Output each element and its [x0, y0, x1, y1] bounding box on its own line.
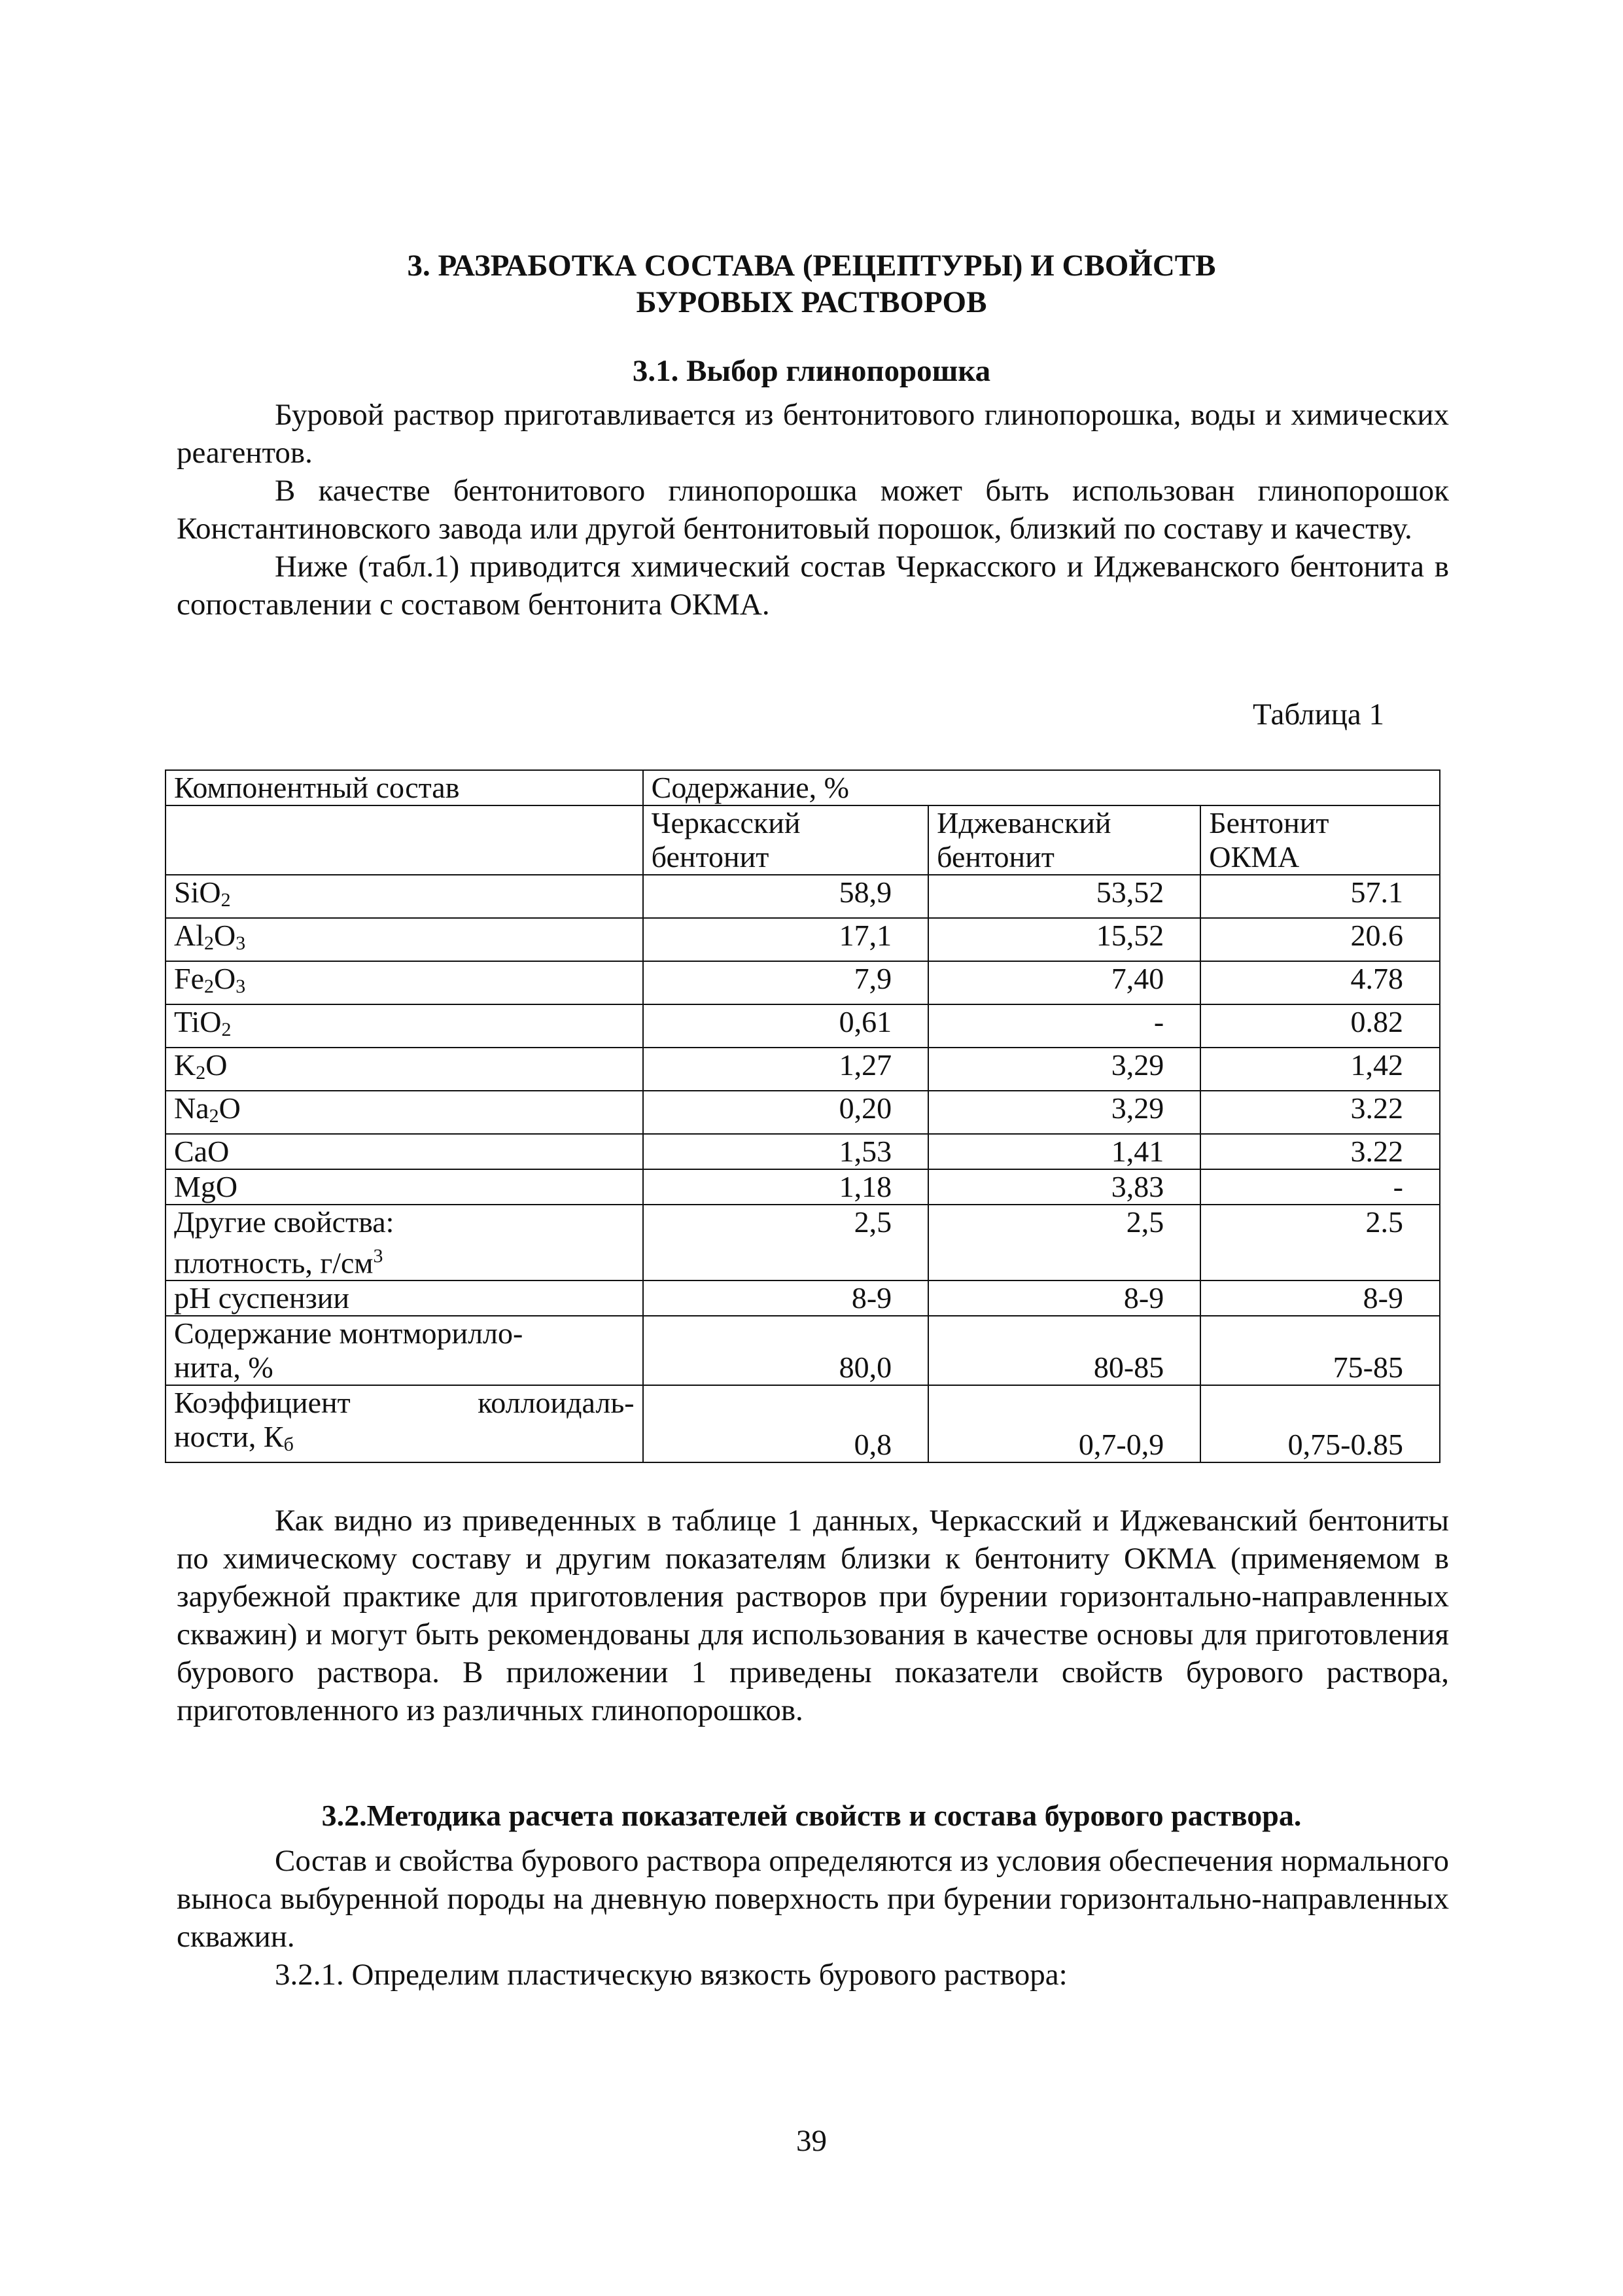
table-subheader-row — [166, 805, 1440, 875]
table-row — [166, 875, 1440, 918]
page-number: 39 — [796, 2124, 827, 2158]
composition-table — [165, 769, 1440, 1463]
cell-value: 17,1 — [643, 918, 929, 961]
header-content: Содержание, % — [643, 770, 1440, 805]
cell-value: 3.22 — [1200, 1134, 1440, 1169]
row-label: SiO$_2$ — [166, 875, 643, 918]
subheader-idzhevan-line-2: бентонит — [937, 840, 1055, 874]
cell-value: - — [1200, 1169, 1440, 1205]
row-label: MgO — [166, 1169, 643, 1205]
cell-value: 8-9 — [928, 1280, 1200, 1316]
cell-value: 1,18 — [643, 1169, 929, 1205]
table-row-montmorillonite — [166, 1316, 1440, 1385]
paragraph-1: Буровой раствор приготавливается из бентонитового глинопорошка, воды и химических реагентов. — [177, 398, 1449, 470]
cell-value: 1,41 — [928, 1134, 1200, 1169]
section-3-2-title: 3.2.Методика расчета показателей свойств и состава бурового раствора. — [321, 1799, 1302, 1832]
table-row — [166, 1091, 1440, 1134]
subheader-cherkassky-line-2: бентонит — [651, 840, 769, 874]
subheader-idzhevan-line-1: Иджеванский — [937, 806, 1111, 839]
cell-value: 57.1 — [1200, 875, 1440, 918]
cell-value: 20.6 — [1200, 918, 1440, 961]
cell-value: 0.82 — [1200, 1004, 1440, 1048]
paragraph-6: 3.2.1. Определим пластическую вязкость бурового раствора: — [275, 1958, 1068, 1992]
chapter-heading-line-1: 3. РАЗРАБОТКА СОСТАВА (РЕЦЕПТУРЫ) И СВОЙСТВ — [407, 249, 1216, 283]
cell-value: 3,83 — [928, 1169, 1200, 1205]
cell-value: 0,61 — [643, 1004, 929, 1048]
cell-value: 0,7-0,9 — [928, 1385, 1200, 1462]
cell-value: 0,75-0.85 — [1200, 1385, 1440, 1462]
table-row — [166, 1134, 1440, 1169]
cell-value: 7,40 — [928, 961, 1200, 1004]
subheader-idzhevan — [928, 805, 1200, 875]
row-label: Содержание монтморилло- нита, % — [166, 1316, 643, 1385]
row-label: $K_2O$ — [166, 1048, 643, 1091]
table-row-density — [166, 1205, 1440, 1280]
table-caption: Таблица 1 — [1252, 698, 1384, 732]
row-label: Другие свойства: плотность, $г/см^3$ — [166, 1205, 643, 1280]
cell-value: 2,5 — [643, 1205, 929, 1280]
row-label: $Al_2O_3$ — [166, 918, 643, 961]
cell-value: 53,52 — [928, 875, 1200, 918]
subheader-empty — [166, 805, 643, 875]
paragraph-2: В качестве бентонитового глинопорошка может быть использован глинопорошок Константиновского завода или другой бентонитовый порошок, близкий по составу и качеству. — [177, 474, 1449, 546]
table-row-colloidality — [166, 1385, 1440, 1462]
subheader-okma — [1200, 805, 1440, 875]
cell-value: 4.78 — [1200, 961, 1440, 1004]
row-label: pH суспензии — [166, 1280, 643, 1316]
cell-value: 8-9 — [643, 1280, 929, 1316]
section-3-1-title: 3.1. Выбор глинопорошка — [632, 354, 991, 388]
cell-value: 8-9 — [1200, 1280, 1440, 1316]
cell-value: 1,53 — [643, 1134, 929, 1169]
section-3-2-body — [177, 1842, 1449, 1994]
row-label: $Fe_2O_3$ — [166, 961, 643, 1004]
cell-value: 0,8 — [643, 1385, 929, 1462]
cell-value: 75-85 — [1200, 1316, 1440, 1385]
paragraph-3: Ниже (табл.1) приводится химический состав Черкасского и Иджеванского бентонита в сопоставлении с составом бентонита ОКМА. — [177, 550, 1449, 622]
cell-value: 15,52 — [928, 918, 1200, 961]
cell-value: 7,9 — [643, 961, 929, 1004]
subheader-cherkassky — [643, 805, 929, 875]
row-label: $Na_2O$ — [166, 1091, 643, 1134]
table-row — [166, 1169, 1440, 1205]
table-row — [166, 961, 1440, 1004]
cell-value: 3,29 — [928, 1048, 1200, 1091]
table-row — [166, 1048, 1440, 1091]
cell-value: 80-85 — [928, 1316, 1200, 1385]
cell-value: 3.22 — [1200, 1091, 1440, 1134]
table-row — [166, 918, 1440, 961]
paragraph-after-table — [177, 1502, 1449, 1729]
section-3-1-body — [177, 396, 1449, 624]
table-row-ph — [166, 1280, 1440, 1316]
chapter-heading-line-2: БУРОВЫХ РАСТВОРОВ — [636, 285, 987, 319]
cell-value: 3,29 — [928, 1091, 1200, 1134]
cell-value: 58,9 — [643, 875, 929, 918]
cell-value: 80,0 — [643, 1316, 929, 1385]
paragraph-5: Состав и свойства бурового раствора определяются из условия обеспечения нормального выноса выбуренной породы на дневную поверхность при бурении горизонтально-направленных скважин. — [177, 1844, 1449, 1954]
row-label: Коэффициент коллоидаль- ности, $К_б$ — [166, 1385, 643, 1462]
paragraph-4: Как видно из приведенных в таблице 1 данных, Черкасский и Иджеванский бентониты по химическому составу и другим показателям близки к бентониту ОКМА (применяемом в зарубежной практике для приготовления растворов при бурении горизонтально-направленных скважин) и могут быть рекомендованы для использования в качестве основы для приготовления бурового раствора. В приложении 1 приведены показатели свойств бурового раствора, приготовленного из различных глинопорошков. — [177, 1504, 1449, 1727]
subheader-okma-line-2: ОКМА — [1209, 840, 1300, 874]
subheader-cherkassky-line-1: Черкасский — [651, 806, 801, 839]
cell-value: 2,5 — [928, 1205, 1200, 1280]
cell-value: 1,27 — [643, 1048, 929, 1091]
cell-value: 2.5 — [1200, 1205, 1440, 1280]
row-label: CaO — [166, 1134, 643, 1169]
header-component: Компонентный состав — [166, 770, 643, 805]
subheader-okma-line-1: Бентонит — [1209, 806, 1329, 839]
chapter-heading — [0, 247, 1623, 321]
cell-value: 0,20 — [643, 1091, 929, 1134]
table-row — [166, 1004, 1440, 1048]
table-header-row — [166, 770, 1440, 805]
cell-value: - — [928, 1004, 1200, 1048]
row-label: TiO$_2$ — [166, 1004, 643, 1048]
cell-value: 1,42 — [1200, 1048, 1440, 1091]
